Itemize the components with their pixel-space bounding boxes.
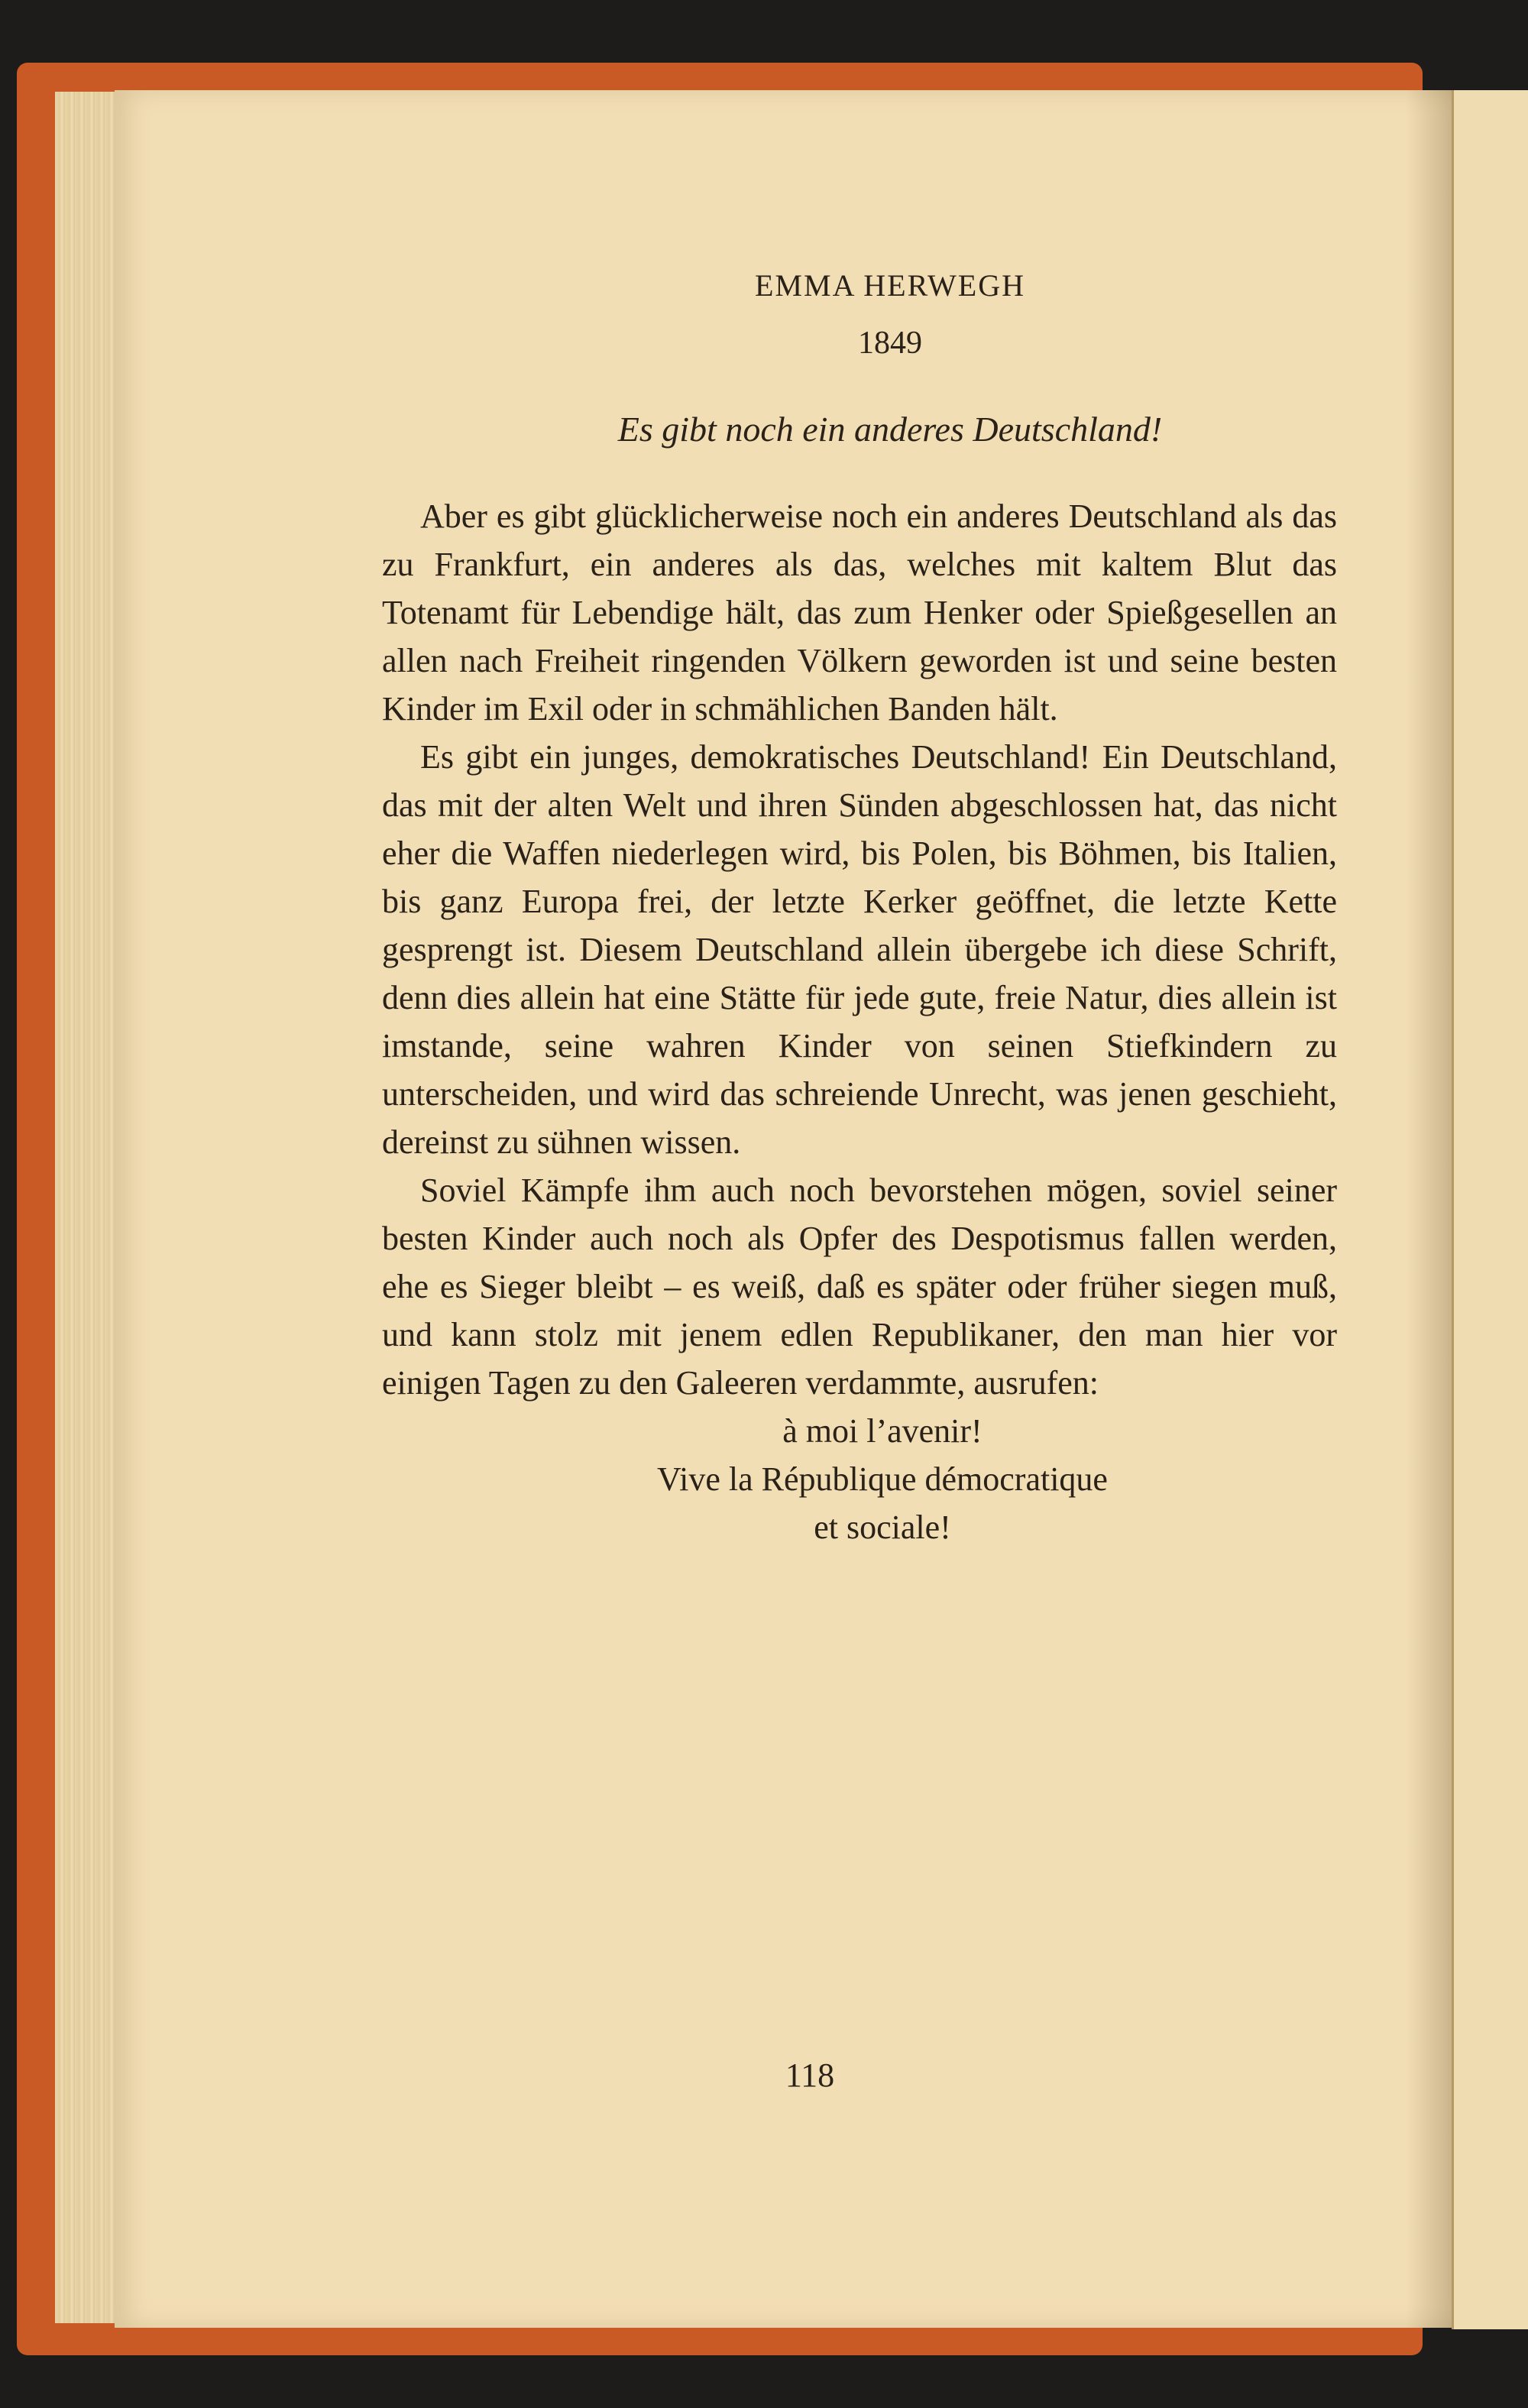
chapter-title: Es gibt noch ein anderes Deutschland!	[617, 410, 1163, 449]
author-heading: EMMA HERWEGH	[755, 268, 1025, 303]
year-heading: 1849	[858, 326, 922, 361]
closing-quote	[428, 1407, 1337, 1551]
facing-page-edge	[1452, 90, 1528, 2329]
paragraph: Es gibt ein junges, demokratisches Deutschland! Ein Deutschland, das mit der alten Welt und ihren Sünden abgeschlossen hat, das nicht eher die Waffen niederlegen wird, bis Polen, bis Böhmen, bis Italien, bis ganz Europa frei, der letzte Kerker geöffnet, die letzte Kette gesprengt ist. Diesem Deutschland allein übergebe ich diese Schrift, denn dies allein hat eine Stätte für jede gute, freie Natur, dies allein ist imstande, seine wahren Kinder von seinen Stiefkindern zu unterscheiden, und wird das schreiende Unrecht, was jenen geschieht, dereinst zu sühnen wissen.	[382, 738, 1337, 1161]
paragraph: Soviel Kämpfe ihm auch noch bevorstehen mögen, soviel seiner besten Kinder auch noch als Opfer des Despotismus fallen werden, ehe es Sieger bleibt – es weiß, daß es später oder früher siegen muß, und kann stolz mit jenem edlen Republikaner, den man hier vor einigen Tagen zu den Galeeren verdammte, ausrufen:	[382, 1172, 1337, 1402]
gutter-shadow	[1406, 90, 1452, 2328]
page-number: 118	[785, 2056, 835, 2094]
quote-line: à moi l’avenir!	[782, 1412, 983, 1450]
quote-line: et sociale!	[814, 1509, 951, 1546]
body-text	[382, 492, 1337, 1407]
paragraph: Aber es gibt glücklicherweise noch ein anderes Deutschland als das zu Frankfurt, ein anderes als das, welches mit kaltem Blut das Totenamt für Lebendige hält, das zum Henker oder Spießgesellen an allen nach Freiheit ringenden Völkern geworden ist und seine besten Kinder im Exil oder in schmählichen Banden hält.	[382, 497, 1337, 728]
quote-line: Vive la République démocratique	[657, 1460, 1108, 1498]
page-text	[382, 267, 1337, 1551]
